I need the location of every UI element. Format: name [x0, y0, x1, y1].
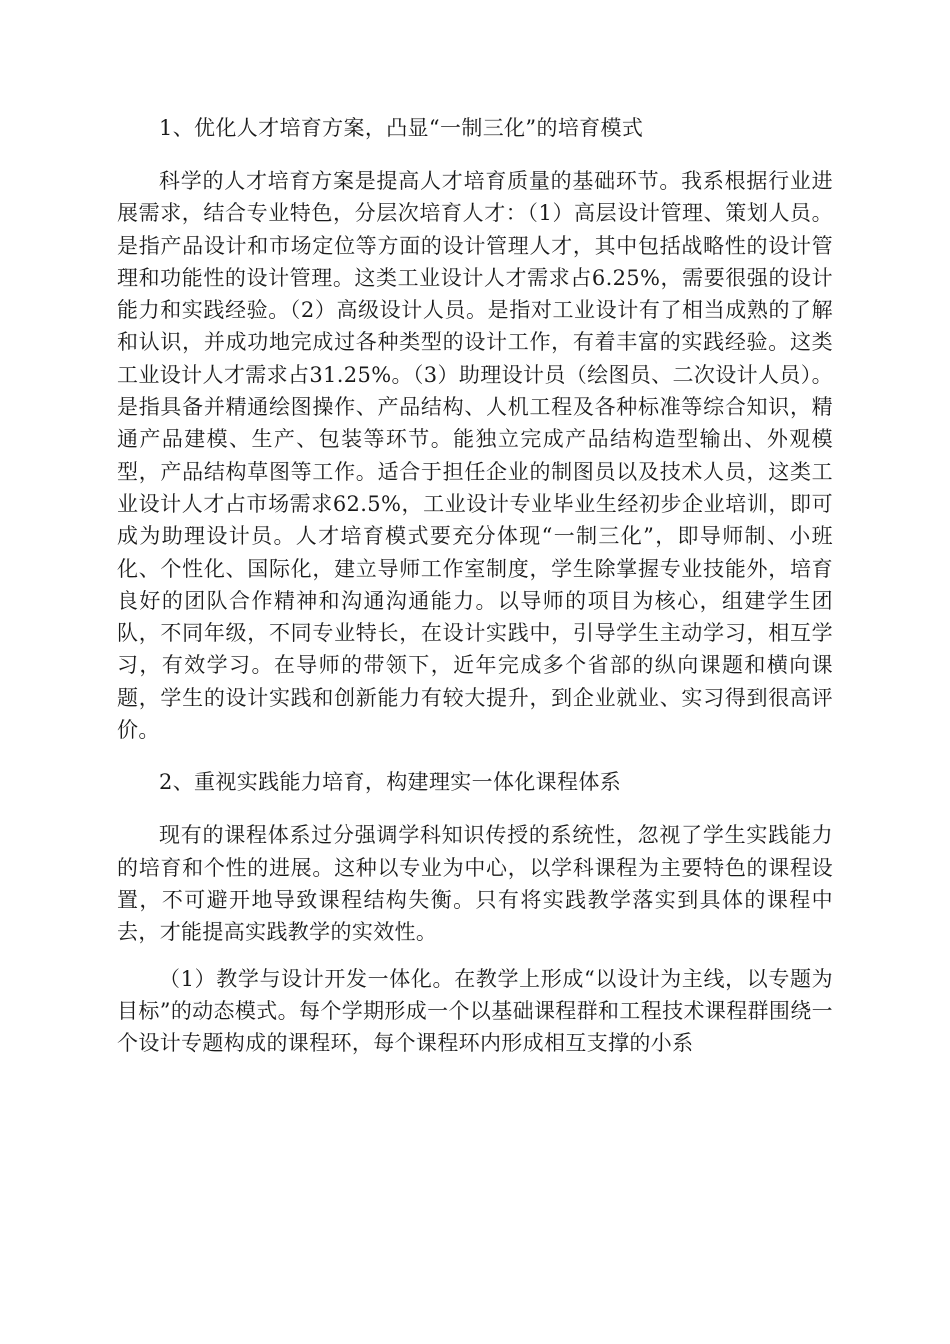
section-1-heading: 1、优化人才培育方案，凸显“一制三化”的培育模式: [159, 116, 644, 140]
spacer: [117, 799, 833, 819]
spacer: [117, 746, 833, 766]
spacer: [117, 949, 833, 963]
section-2-item-1-paragraph: （1）教学与设计开发一体化。在教学上形成“以设计为主线，以专题为目标”的动态模式。每个学期形成一个以基础课程群和工程技术课程群围绕一个设计专题构成的课程环，每个课程环内形成相互支撑的小系: [117, 966, 833, 1056]
document-page: [117, 112, 833, 1059]
section-2-paragraph: 现有的课程体系过分强调学科知识传授的系统性，忽视了学生实践能力的培育和个性的进展。这种以专业为中心，以学科课程为主要特色的课程设置，不可避开地导致课程结构失衡。只有将实践教学落实到具体的课程中去，才能提高实践教学的实效性。: [117, 823, 833, 945]
section-2-heading: 2、重视实践能力培育，构建理实一体化课程体系: [159, 770, 622, 795]
spacer: [117, 145, 833, 165]
section-1-paragraph: 科学的人才培育方案是提高人才培育质量的基础环节。我系根据行业进展需求，结合专业特色，分层次培育人才：（1）高层设计管理、策划人员。是指产品设计和市场定位等方面的设计管理人才，其中包括战略性的设计管理和功能性的设计管理。这类工业设计人才需求占6.25%，需要很强的设计能力和实践经验。（2）高级设计人员。是指对工业设计有了相当成熟的了解和认识，并成功地完成过各种类型的设计工作，有着丰富的实践经验。这类工业设计人才需求占31.25%。（3）助理设计员（绘图员、二次设计人员）。是指具备并精通绘图操作、产品结构、人机工程及各种标准等综合知识，精通产品建模、生产、包装等环节。能独立完成产品结构造型输出、外观模型，产品结构草图等工作。适合于担任企业的制图员以及技术人员，这类工业设计人才占市场需求62.5%，工业设计专业毕业生经初步企业培训，即可成为助理设计员。人才培育模式要充分体现“一制三化”，即导师制、小班化、个性化、国际化，建立导师工作室制度，学生除掌握专业技能外，培育良好的团队合作精神和沟通沟通能力。以导师的项目为核心，组建学生团队，不同年级，不同专业特长，在设计实践中，引导学生主动学习，相互学习，有效学习。在导师的带领下，近年完成多个省部的纵向课题和横向课题，学生的设计实践和创新能力有较大提升，到企业就业、实习得到很高评价。: [117, 169, 833, 743]
